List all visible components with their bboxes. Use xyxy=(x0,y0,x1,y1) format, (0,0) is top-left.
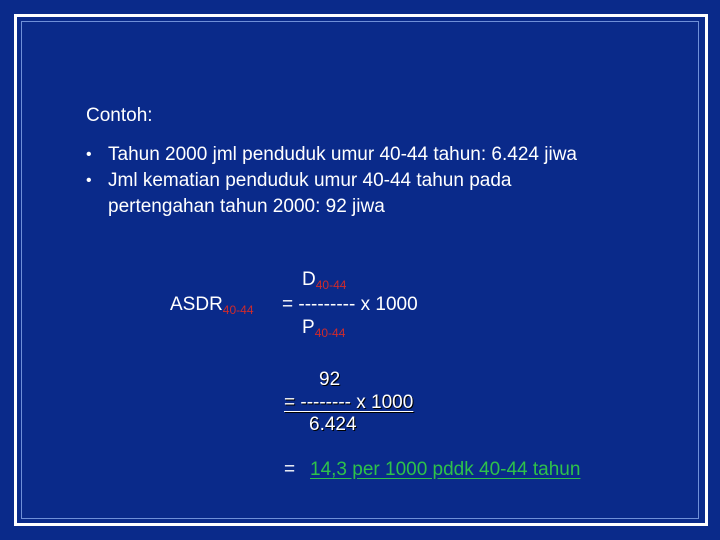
calc-denominator: 6.424 xyxy=(309,414,357,435)
bullet-1: Tahun 2000 jml penduduk umur 40-44 tahun: 6.424 jiwa xyxy=(108,144,577,165)
result-equals: = xyxy=(284,459,296,480)
formula-numerator: $D_{40-44}$ xyxy=(302,269,347,292)
calc-fraction-line: = -------- x 1000 xyxy=(284,392,414,413)
heading: Contoh: xyxy=(86,105,153,126)
bullet-marker-2: • xyxy=(86,172,92,189)
bullet-marker-1: • xyxy=(86,146,92,163)
bullet-2: Jml kematian penduduk umur 40-44 tahun pada xyxy=(108,170,512,191)
formula-lhs: $ASDR_{40-44}$ xyxy=(170,294,254,317)
formula-fraction-line: = --------- x 1000 xyxy=(282,294,418,315)
inner-border xyxy=(21,21,699,519)
result-value: 14,3 per 1000 pddk 40-44 tahun xyxy=(310,459,581,480)
calc-numerator: 92 xyxy=(319,369,341,390)
bullet-2-continued: pertengahan tahun 2000: 92 jiwa xyxy=(108,196,385,217)
formula-denominator: $P_{40-44}$ xyxy=(302,317,346,340)
